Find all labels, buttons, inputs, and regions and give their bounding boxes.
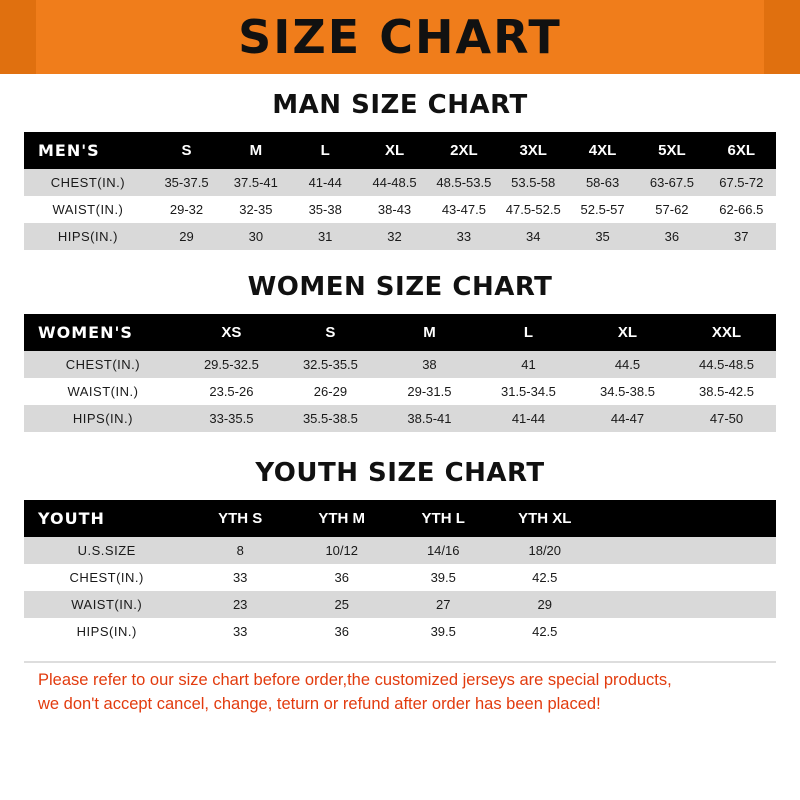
cell: 42.5	[494, 564, 596, 591]
cell	[596, 591, 686, 618]
women-header-xl: XL	[578, 314, 677, 351]
row-label-hips: HIPS(IN.)	[24, 618, 189, 645]
cell	[686, 564, 776, 591]
youth-header-blank-1	[596, 500, 686, 537]
cell	[596, 564, 686, 591]
cell: 34	[499, 223, 568, 250]
women-header-label: WOMEN'S	[24, 314, 182, 351]
cell: 18/20	[494, 537, 596, 564]
cell: 33-35.5	[182, 405, 281, 432]
order-policy-line-1: Please refer to our size chart before order,the customized jerseys are special products,	[38, 671, 672, 689]
cell: 26-29	[281, 378, 380, 405]
cell: 37	[707, 223, 776, 250]
man-size-table	[24, 132, 776, 250]
cell: 33	[189, 618, 291, 645]
man-header-4xl: 4XL	[568, 132, 637, 169]
cell: 39.5	[392, 564, 494, 591]
man-header-m: M	[221, 132, 290, 169]
row-label-hips: HIPS(IN.)	[24, 405, 182, 432]
order-policy-line-2: we don't accept cancel, change, teturn or refund after order has been placed!	[38, 694, 601, 713]
women-header-xxl: XXL	[677, 314, 776, 351]
table-header-row	[24, 132, 776, 169]
cell: 44-48.5	[360, 169, 429, 196]
table-row	[24, 405, 776, 432]
cell: 41	[479, 351, 578, 378]
cell: 48.5-53.5	[429, 169, 498, 196]
cell: 42.5	[494, 618, 596, 645]
table-row	[24, 351, 776, 378]
youth-table-head	[24, 500, 776, 537]
women-table-body	[24, 351, 776, 432]
man-header-xl: XL	[360, 132, 429, 169]
cell: 41-44	[479, 405, 578, 432]
cell: 32	[360, 223, 429, 250]
cell: 27	[392, 591, 494, 618]
cell: 47-50	[677, 405, 776, 432]
cell: 47.5-52.5	[499, 196, 568, 223]
table-row	[24, 169, 776, 196]
cell: 32.5-35.5	[281, 351, 380, 378]
cell: 33	[189, 564, 291, 591]
women-section-title: WOMEN SIZE CHART	[247, 272, 553, 302]
cell: 34.5-38.5	[578, 378, 677, 405]
cell: 31	[291, 223, 360, 250]
man-table-body	[24, 169, 776, 250]
cell: 39.5	[392, 618, 494, 645]
youth-size-table	[24, 500, 776, 645]
cell: 44.5	[578, 351, 677, 378]
cell: 36	[291, 564, 393, 591]
women-header-xs: XS	[182, 314, 281, 351]
cell: 30	[221, 223, 290, 250]
cell: 44-47	[578, 405, 677, 432]
cell: 29	[494, 591, 596, 618]
youth-header-l: YTH L	[392, 500, 494, 537]
row-label-chest: CHEST(IN.)	[24, 351, 182, 378]
table-header-row	[24, 314, 776, 351]
table-row	[24, 564, 776, 591]
cell: 35-38	[291, 196, 360, 223]
cell: 37.5-41	[221, 169, 290, 196]
cell: 29-31.5	[380, 378, 479, 405]
cell: 8	[189, 537, 291, 564]
table-row	[24, 618, 776, 645]
cell: 52.5-57	[568, 196, 637, 223]
youth-header-xl: YTH XL	[494, 500, 596, 537]
table-row	[24, 196, 776, 223]
row-label-waist: WAIST(IN.)	[24, 196, 152, 223]
banner-accent-right	[764, 0, 800, 74]
order-policy-note	[24, 661, 776, 717]
cell: 38.5-42.5	[677, 378, 776, 405]
man-header-3xl: 3XL	[499, 132, 568, 169]
youth-header-m: YTH M	[291, 500, 393, 537]
page-banner	[0, 0, 800, 74]
youth-table-body	[24, 537, 776, 645]
table-row	[24, 537, 776, 564]
cell: 41-44	[291, 169, 360, 196]
man-header-5xl: 5XL	[637, 132, 706, 169]
cell: 67.5-72	[707, 169, 776, 196]
cell: 63-67.5	[637, 169, 706, 196]
cell: 38.5-41	[380, 405, 479, 432]
cell: 38	[380, 351, 479, 378]
cell: 35	[568, 223, 637, 250]
women-header-m: M	[380, 314, 479, 351]
man-header-l: L	[291, 132, 360, 169]
cell: 58-63	[568, 169, 637, 196]
cell	[686, 537, 776, 564]
cell: 32-35	[221, 196, 290, 223]
row-label-chest: CHEST(IN.)	[24, 169, 152, 196]
women-header-l: L	[479, 314, 578, 351]
cell: 36	[291, 618, 393, 645]
cell: 36	[637, 223, 706, 250]
charts-content	[0, 90, 800, 717]
man-header-2xl: 2XL	[429, 132, 498, 169]
man-header-s: S	[152, 132, 221, 169]
table-header-row	[24, 500, 776, 537]
cell: 53.5-58	[499, 169, 568, 196]
cell: 29-32	[152, 196, 221, 223]
man-table-head	[24, 132, 776, 169]
row-label-chest: CHEST(IN.)	[24, 564, 189, 591]
cell	[686, 618, 776, 645]
women-size-table	[24, 314, 776, 432]
cell: 23.5-26	[182, 378, 281, 405]
youth-header-label: YOUTH	[24, 500, 189, 537]
cell	[596, 537, 686, 564]
cell: 43-47.5	[429, 196, 498, 223]
page-title: SIZE CHART	[238, 10, 562, 64]
women-table-head	[24, 314, 776, 351]
cell	[596, 618, 686, 645]
row-label-hips: HIPS(IN.)	[24, 223, 152, 250]
table-row	[24, 223, 776, 250]
cell: 57-62	[637, 196, 706, 223]
cell: 25	[291, 591, 393, 618]
cell	[686, 591, 776, 618]
cell: 14/16	[392, 537, 494, 564]
cell: 10/12	[291, 537, 393, 564]
man-header-label: MEN'S	[24, 132, 152, 169]
cell: 29	[152, 223, 221, 250]
cell: 35-37.5	[152, 169, 221, 196]
cell: 23	[189, 591, 291, 618]
cell: 29.5-32.5	[182, 351, 281, 378]
cell: 31.5-34.5	[479, 378, 578, 405]
youth-section-title: YOUTH SIZE CHART	[255, 458, 545, 488]
women-header-s: S	[281, 314, 380, 351]
cell: 33	[429, 223, 498, 250]
banner-accent-left	[0, 0, 36, 74]
row-label-us-size: U.S.SIZE	[24, 537, 189, 564]
cell: 62-66.5	[707, 196, 776, 223]
table-row	[24, 591, 776, 618]
row-label-waist: WAIST(IN.)	[24, 378, 182, 405]
cell: 35.5-38.5	[281, 405, 380, 432]
youth-header-s: YTH S	[189, 500, 291, 537]
table-row	[24, 378, 776, 405]
cell: 38-43	[360, 196, 429, 223]
man-section-title: MAN SIZE CHART	[272, 90, 528, 120]
row-label-waist: WAIST(IN.)	[24, 591, 189, 618]
youth-header-blank-2	[686, 500, 776, 537]
man-header-6xl: 6XL	[707, 132, 776, 169]
cell: 44.5-48.5	[677, 351, 776, 378]
